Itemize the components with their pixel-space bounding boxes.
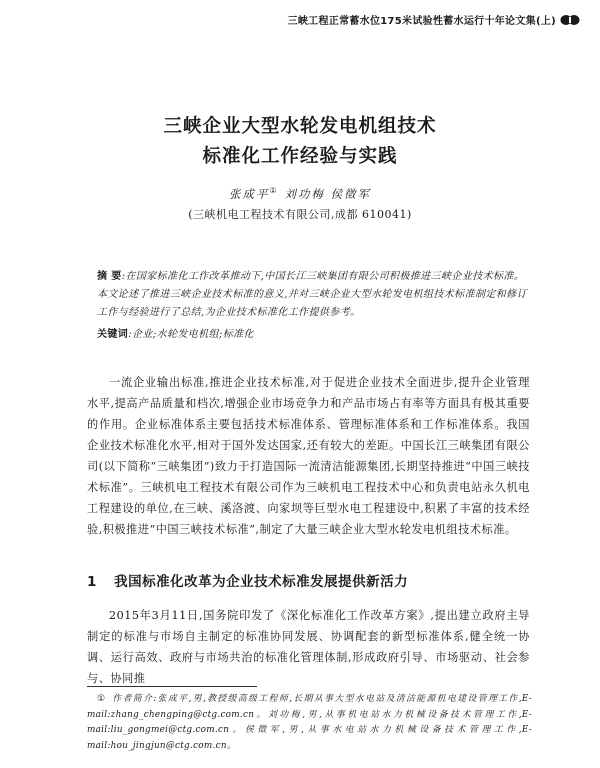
title-block bbox=[0, 112, 600, 222]
abstract bbox=[97, 268, 529, 344]
author-first: 张成平 bbox=[229, 187, 270, 201]
abstract-label: 摘 要 bbox=[97, 271, 122, 282]
footnote-marker: ① bbox=[97, 694, 107, 704]
section-1-heading bbox=[87, 570, 408, 590]
intro-paragraph: 一流企业输出标准,推进企业技术标准,对于促进企业技术全面进步,提升企业管理水平,提高产品质量和档次,增强企业市场竞争力和产品市场占有率等方面具有极其重要的作用。企业标准体系主要包括技术标准体系、管理标准体系和工作标准体系。我国企业技术标准化水平,相对于国外发达国家,还有较大的差距。中国长江三峡集团有限公司(以下简称“三峡集团”)致力于打造国际一流清洁能源集团,长期坚持推进“中国三峡技术标准”。三峡机电工程技术有限公司作为三峡机电工程技术中心和负责电站永久机电工程建设的单位,在三峡、溪洛渡、向家坝等巨型水电工程建设中,积累了丰富的技术经验,积极推进“中国三峡技术标准”,制定了大量三峡企业大型水轮发电机组技术标准。 bbox=[87, 376, 530, 536]
footnote bbox=[87, 692, 532, 754]
author-list bbox=[0, 186, 600, 202]
section-1-title: 我国标准化改革为企业技术标准发展提供新活力 bbox=[114, 574, 409, 590]
author-note-marker: ① bbox=[269, 186, 279, 196]
paper-title-line-2: 标准化工作经验与实践 bbox=[202, 146, 398, 167]
section-1-number: 1 bbox=[87, 574, 97, 590]
abstract-paragraph bbox=[97, 268, 529, 322]
section-1-paragraph: 2015年3月11日,国务院印发了《深化标准化工作改革方案》,提出建立政府主导制定的标准与市场自主制定的标准协同发展、协调配套的新型标准体系,健全统一协调、运行高效、政府与市场共治的标准化管理体制,形成政府引导、市场驱动、社会参与、协同推 bbox=[87, 609, 530, 685]
author-others: 刘功梅 侯徵军 bbox=[284, 187, 371, 201]
footnote-text: 作者简介:张成平,男,教授级高级工程师,长期从事大型水电站及清洁能源机电建设管理工作,E-mail:zhang_chengping@ctg.com.cn。刘功梅,男,从事机电站水力机械设备技术管理工作,E-mail:liu_gongmei@ctg.com.cn。侯徵军,男,从事水电站水力机械设备技术管理工作,E-mail:hou_jingjun@ctg.com.cn。 bbox=[87, 694, 532, 751]
book-stack-icon bbox=[560, 14, 580, 26]
paper-title-line-1: 三峡企业大型水轮发电机组技术 bbox=[163, 116, 437, 137]
abstract-text: :在国家标准化工作改革推动下,中国长江三峡集团有限公司积极推进三峡企业技术标准。本文论述了推进三峡企业技术标准的意义,并对三峡企业大型水轮发电机组技术标准制定和修订工作与经验进行了总结,为企业技术标准化工作提供参考。 bbox=[97, 271, 527, 318]
section-1-body bbox=[87, 605, 530, 689]
intro-section bbox=[87, 372, 530, 540]
running-head bbox=[288, 12, 580, 27]
keywords bbox=[97, 326, 529, 344]
footnote-divider bbox=[87, 686, 257, 687]
keywords-label: 关键词 bbox=[97, 329, 129, 340]
affiliation: (三峡机电工程技术有限公司,成都 610041) bbox=[188, 208, 412, 221]
running-head-text: 三峡工程正常蓄水位175米试验性蓄水运行十年论文集(上) bbox=[287, 16, 556, 27]
keywords-text: :企业;水轮发电机组;标准化 bbox=[128, 329, 254, 340]
